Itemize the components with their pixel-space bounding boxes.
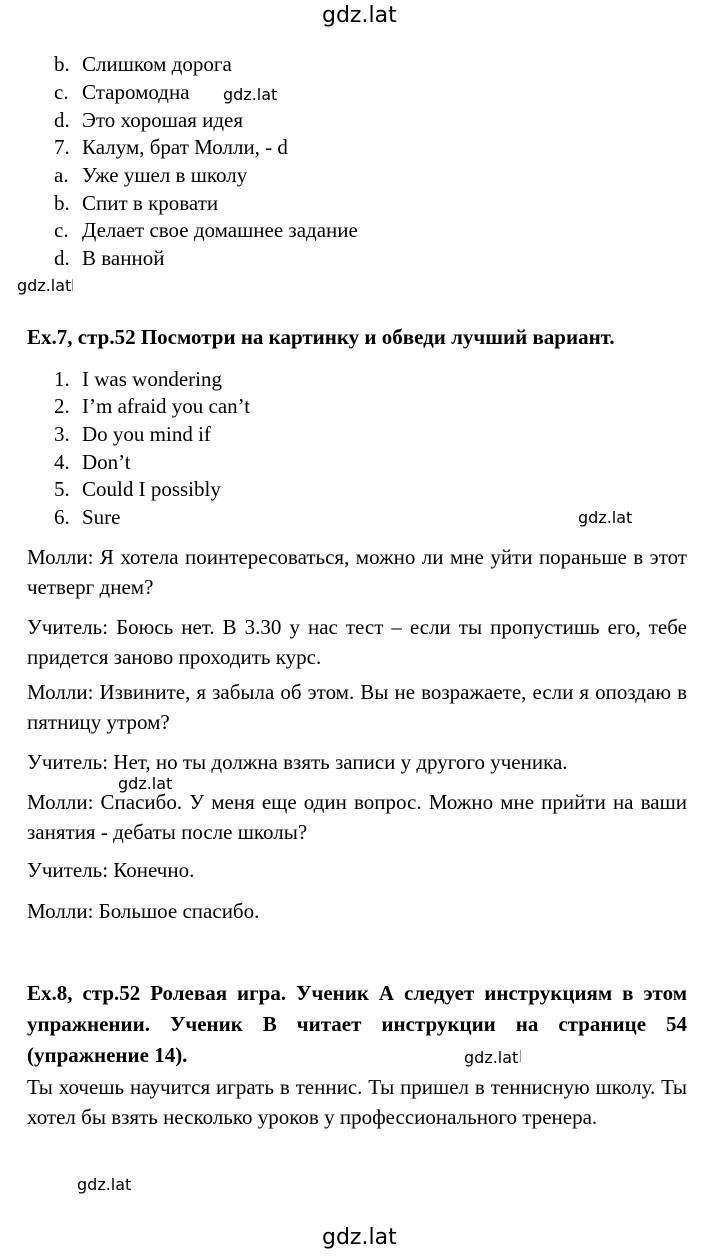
answer-text: I was wondering — [82, 367, 222, 391]
answer-marker: 4. — [54, 450, 70, 474]
dialogue-line: Учитель: Боюсь нет. В 3.30 у нас тест – если ты пропустишь его, тебе придется заново проходить курс. — [27, 615, 687, 669]
watermark: gdz.lat — [578, 508, 633, 527]
answer-item — [54, 365, 222, 393]
watermark: gdz.lat — [223, 85, 278, 104]
list-item — [54, 216, 358, 244]
list-text: Уже ушел в школу — [82, 163, 248, 187]
list-marker: b. — [54, 52, 70, 76]
list-text: Калум, брат Молли, - d — [82, 135, 288, 159]
answer-marker: 5. — [54, 477, 70, 501]
watermark: gdz.lat — [464, 1048, 519, 1067]
answer-item — [54, 475, 221, 503]
list-text: Спит в кровати — [82, 191, 219, 215]
dialogue-line: Молли: Большое спасибо. — [27, 899, 260, 923]
watermark-tick — [520, 1050, 521, 1062]
dialogue-line: Учитель: Конечно. — [27, 858, 195, 882]
list-text: Слишком дорога — [82, 52, 232, 76]
list-text: Старомодна — [82, 80, 190, 104]
answer-marker: 1. — [54, 367, 70, 391]
answer-marker: 2. — [54, 394, 70, 418]
answer-item — [54, 420, 211, 448]
list-text: В ванной — [82, 246, 165, 270]
list-marker: a. — [54, 163, 69, 187]
answer-marker: 3. — [54, 422, 70, 446]
list-marker: c. — [54, 80, 69, 104]
list-marker: c. — [54, 218, 69, 242]
answer-text: Could I possibly — [82, 477, 221, 501]
watermark: gdz.lat — [77, 1175, 132, 1194]
list-item — [54, 244, 164, 272]
list-item — [54, 106, 243, 134]
watermark-top: gdz.lat — [322, 3, 397, 28]
ex8-heading: Ex.8, стр.52 Ролевая игра. Ученик А следует инструкциям в этом упражнении. Ученик В читает инструкции на странице 54 (упражнение 14). — [27, 981, 687, 1067]
watermark-bottom: gdz.lat — [322, 1225, 397, 1250]
dialogue-line: Молли: Спасибо. У меня еще один вопрос. Можно мне прийти на ваши занятия - дебаты после школы? — [27, 790, 687, 844]
list-marker: d. — [54, 246, 70, 270]
answer-marker: 6. — [54, 505, 70, 529]
list-text: Делает свое домашнее задание — [82, 218, 358, 242]
answer-text: Don’t — [82, 450, 131, 474]
list-marker: 7. — [54, 135, 70, 159]
watermark-tick — [72, 279, 73, 291]
answer-text: Sure — [82, 505, 121, 529]
dialogue-line: Молли: Извините, я забыла об этом. Вы не возражаете, если я опоздаю в пятницу утром? — [27, 680, 687, 734]
dialogue-line: Учитель: Нет, но ты должна взять записи у другого ученика. — [27, 750, 568, 774]
answer-text: I’m afraid you can’t — [82, 394, 251, 418]
list-item — [54, 50, 232, 78]
answer-item — [54, 503, 121, 531]
list-marker: b. — [54, 191, 70, 215]
ex8-text: Ты хочешь научится играть в теннис. Ты пришел в теннисную школу. Ты хотел бы взять несколько уроков у профессионального тренера. — [27, 1075, 687, 1129]
dialogue-line: Молли: Я хотела поинтересоваться, можно ли мне уйти пораньше в этот четверг днем? — [27, 545, 687, 599]
list-marker: d. — [54, 108, 70, 132]
list-item — [54, 133, 288, 161]
ex7-heading: Ex.7, стр.52 Посмотри на картинку и обведи лучший вариант. — [27, 325, 615, 349]
list-item — [54, 161, 247, 189]
list-text: Это хорошая идея — [82, 108, 244, 132]
watermark: gdz.lat — [118, 774, 173, 793]
answer-text: Do you mind if — [82, 422, 211, 446]
watermark: gdz.lat — [17, 276, 72, 295]
list-item — [54, 78, 190, 106]
list-item — [54, 189, 218, 217]
answer-item — [54, 448, 131, 476]
answer-item — [54, 392, 250, 420]
